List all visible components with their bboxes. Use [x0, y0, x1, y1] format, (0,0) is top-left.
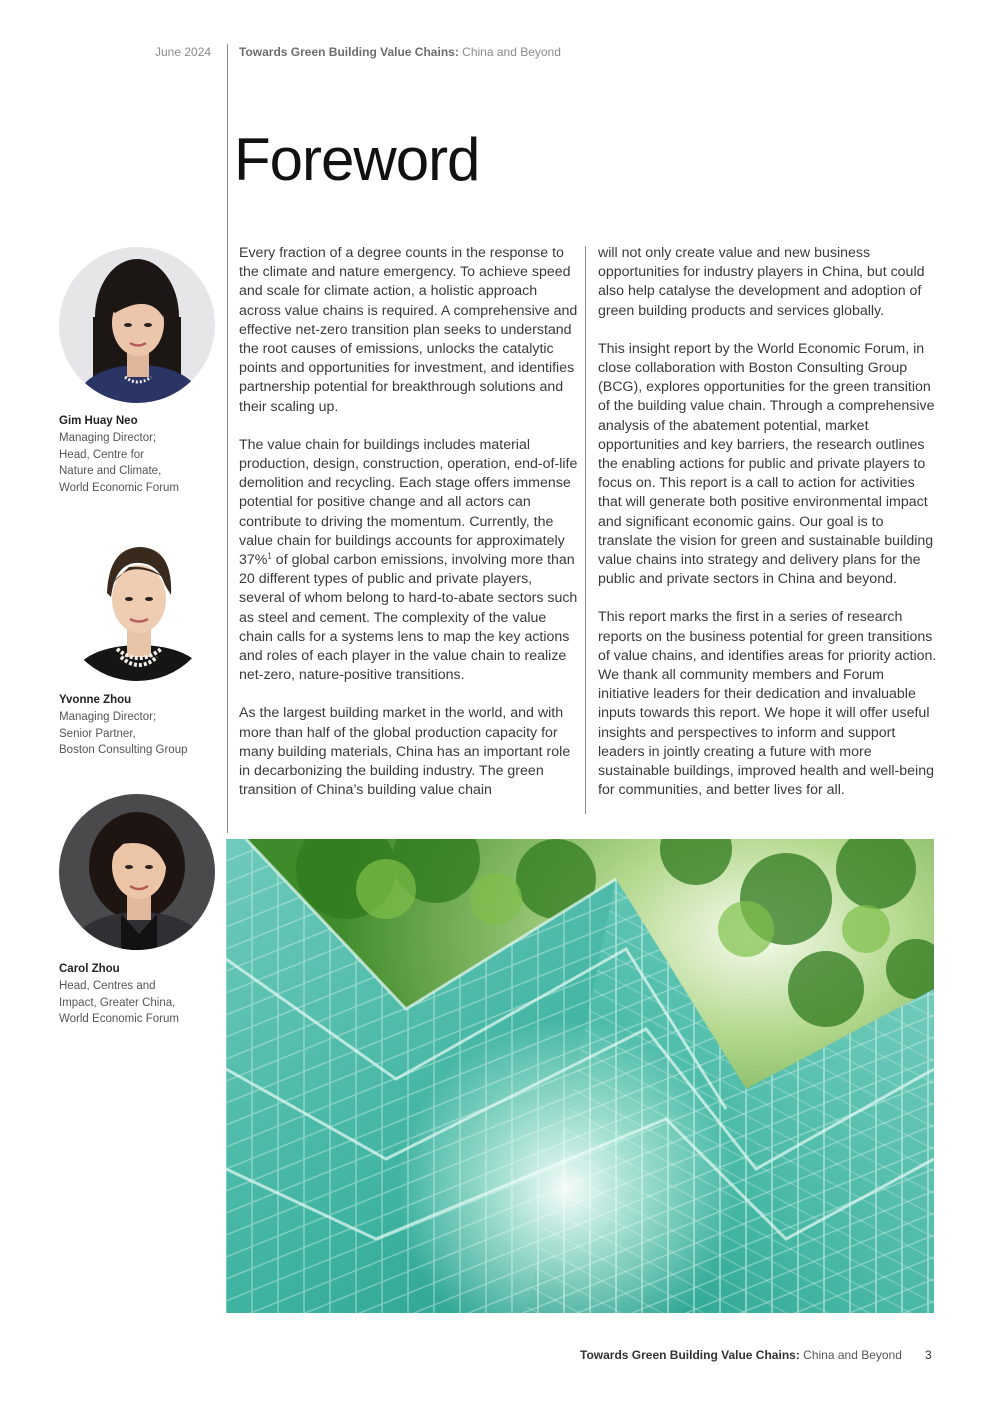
footer-title-rest: China and Beyond — [799, 1348, 902, 1362]
header-date: June 2024 — [155, 45, 212, 59]
author-role-line: Head, Centre for — [59, 448, 145, 461]
page-title: Foreword — [234, 126, 480, 193]
author-role-line: Boston Consulting Group — [59, 744, 188, 757]
author-credit-carol-zhou — [59, 961, 179, 1028]
author-role-line: Impact, Greater China, — [59, 996, 176, 1009]
author-portrait-carol-zhou — [59, 794, 215, 950]
author-role-line: World Economic Forum — [59, 1013, 179, 1026]
paragraph: will not only create value and new business opportunities for industry players in China, but could also help catalyse the development and adoption of green building products and services globally. — [598, 245, 925, 319]
paragraph-text: The value chain for buildings includes material production, design, construction, operation, end-of-life demolition and recycling. Each stage offers immense potential for positive change and all actors can contribute to driving the momentum. Currently, the value chain for buildings accounts for approximately 37% — [239, 436, 578, 569]
author-role-line: Managing Director; — [59, 710, 157, 723]
author-credit-gim-huay-neo — [59, 413, 179, 497]
author-credit-yvonne-zhou — [59, 692, 188, 759]
author-portrait-gim-huay-neo — [59, 247, 215, 403]
author-portrait-yvonne-zhou — [59, 525, 215, 681]
paragraph: This insight report by the World Economic Forum, in close collaboration with Boston Consulting Group (BCG), explores opportunities for the green transition of the building value chain. Through a comprehensive analysis of the abatement potential, market opportunities and key barriers, the research outlines the enabling actions for public and private players to focus on. This report is a call to action for activities that will generate both positive environmental impact and significant economic gains. Our goal is to translate the vision for green and sustainable building value chains into strategy and delivery plans for the public and private sectors in China and beyond. — [598, 340, 935, 588]
footer-report-title — [580, 1348, 902, 1362]
paragraph: As the largest building market in the world, and with more than half of the global production capacity for many building materials, China has an important role in decarbonizing the building industry. The green transition of China’s building value chain — [239, 705, 571, 799]
author-role-line: Head, Centres and — [59, 979, 156, 992]
vertical-rule — [227, 44, 228, 833]
green-glass-building-photo — [226, 839, 934, 1313]
footnote-ref[interactable]: 1 — [267, 551, 272, 561]
author-name: Carol Zhou — [59, 963, 120, 975]
body-column-right — [598, 244, 938, 819]
author-name: Yvonne Zhou — [59, 694, 132, 706]
header-title-rest: China and Beyond — [458, 45, 561, 59]
body-column-left — [239, 244, 579, 819]
footer-title-bold: Towards Green Building Value Chains: — [580, 1348, 800, 1362]
author-role-line: Nature and Climate, — [59, 465, 162, 478]
paragraph: Every fraction of a degree counts in the response to the climate and nature emergency. To achieve speed and scale for climate action, a holistic approach across value chains is required. A comprehensive and effective net-zero transition plan seeks to understand the root causes of emissions, unlocks the catalytic points and opportunities for investment, and identifies partnership potential for breakthrough solutions and their scaling up. — [239, 245, 578, 415]
header-report-title — [239, 45, 561, 59]
author-name: Gim Huay Neo — [59, 415, 138, 427]
column-divider — [585, 246, 586, 814]
page-number: 3 — [925, 1348, 932, 1362]
paragraph — [239, 436, 579, 686]
header-title-bold: Towards Green Building Value Chains: — [239, 45, 459, 59]
author-role-line: World Economic Forum — [59, 482, 179, 495]
author-role-line: Senior Partner, — [59, 727, 136, 740]
paragraph-text: of global carbon emissions, involving more than 20 different types of public and private players, several of whom belong to hard-to-abate sectors such as steel and cement. The complexity of the value chain calls for a systems lens to map the key actions and roles of each player in the value chain to realize net-zero, nature-positive transitions. — [239, 552, 578, 684]
author-role-line: Managing Director; — [59, 431, 157, 444]
paragraph: This report marks the first in a series of research reports on the business potential for green transitions of value chains, and identifies areas for priority action. We thank all community members and Forum initiative leaders for their dedication and invaluable inputs towards this report. We hope it will offer useful insights and perspectives to inform and support leaders in jointly creating a future with more sustainable buildings, improved health and well-being for communities, and better lives for all. — [598, 609, 937, 799]
